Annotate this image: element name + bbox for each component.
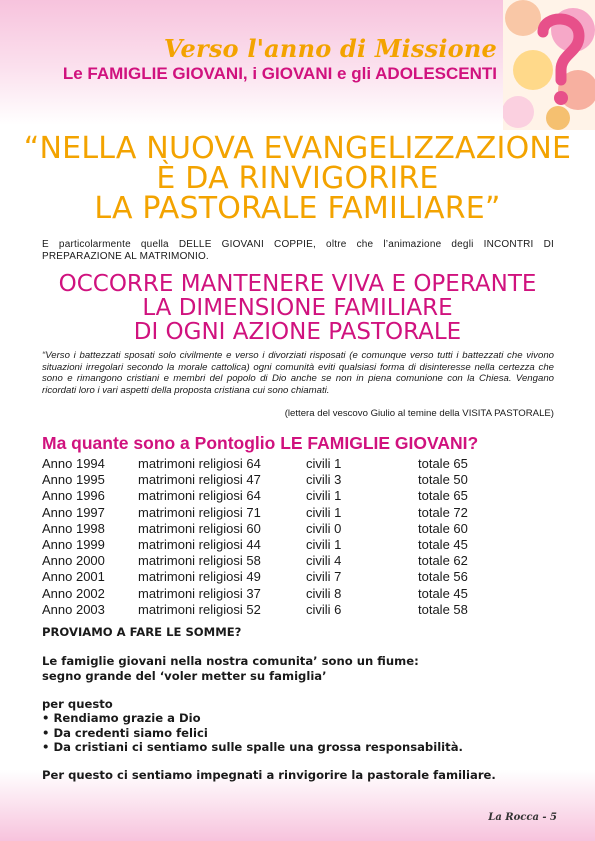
- stats-year: Anno 2000: [42, 553, 105, 569]
- main-headline: [0, 131, 595, 226]
- stats-year: Anno 1998: [42, 520, 105, 536]
- stats-row: [42, 488, 502, 504]
- page-footer: La Rocca - 5: [488, 812, 557, 823]
- somme-heading: PROVIAMO A FARE LE SOMME?: [42, 625, 242, 639]
- stats-total: totale 72: [418, 504, 468, 520]
- stats-total: totale 58: [418, 601, 468, 617]
- stats-religious: matrimoni religiosi 44: [138, 536, 261, 552]
- stats-civil: civili 7: [306, 569, 342, 585]
- stats-row: [42, 505, 502, 521]
- stats-religious: matrimoni religiosi 47: [138, 472, 261, 488]
- bullet-item: • Da cristiani ci sentiamo sulle spalle una grossa responsabilità.: [42, 740, 463, 755]
- stats-total: totale 65: [418, 488, 468, 504]
- stats-row: [42, 586, 502, 602]
- fiume-paragraph: [42, 654, 419, 683]
- stats-religious: matrimoni religiosi 71: [138, 504, 261, 520]
- stats-civil: civili 6: [306, 601, 342, 617]
- stats-total: totale 56: [418, 569, 468, 585]
- stats-year: Anno 2003: [42, 601, 105, 617]
- headline-line: LA PASTORALE FAMILIARE”: [94, 191, 501, 226]
- bullet-item: • Rendiamo grazie a Dio: [42, 711, 201, 725]
- stats-religious: matrimoni religiosi 52: [138, 601, 261, 617]
- stats-row: [42, 537, 502, 553]
- stats-civil: civili 0: [306, 520, 342, 536]
- stats-row: [42, 569, 502, 585]
- stats-year: Anno 2001: [42, 569, 105, 585]
- stats-religious: matrimoni religiosi 64: [138, 488, 261, 504]
- stats-year: Anno 2002: [42, 585, 105, 601]
- stats-total: totale 62: [418, 553, 468, 569]
- intro-paragraph: E particolarmente quella DELLE GIOVANI COPPIE, oltre che l’animazione degli INCONTRI DI PREPARAZIONE AL MATRIMONIO.: [42, 239, 554, 262]
- headline2-line: OCCORRE MANTENERE VIVA E OPERANTE: [58, 271, 537, 297]
- stats-row: [42, 553, 502, 569]
- stats-total: totale 45: [418, 536, 468, 552]
- stats-row: [42, 602, 502, 618]
- stats-civil: civili 1: [306, 488, 342, 504]
- question-title: Ma quante sono a Pontoglio LE FAMIGLIE GIOVANI?: [42, 433, 479, 453]
- bishop-quote: “Verso i battezzati sposati solo civilmente e verso i divorziati risposati (e comunque verso tutti i battezzati che vivono situazioni irregolari secondo la morale cattolica) ogni comunità eviti qualsiasi forma di disinteresse nella certezza che sono e rimangono cristiani e membri del popolo di Dio anche se non in piena comunione con la Chiesa. Vengano ricordati loro i vari aspetti della proposta cristiana cui sono chiamati.: [42, 350, 554, 396]
- headline-line: “NELLA NUOVA EVANGELIZZAZIONE: [23, 131, 572, 166]
- secondary-headline: [0, 272, 595, 344]
- stats-year: Anno 1995: [42, 472, 105, 488]
- stats-year: Anno 1997: [42, 504, 105, 520]
- stats-civil: civili 4: [306, 553, 342, 569]
- stats-religious: matrimoni religiosi 60: [138, 520, 261, 536]
- question-mark-collage-icon: [503, 0, 595, 130]
- bullet-list: [42, 711, 463, 755]
- headline2-line: LA DIMENSIONE FAMILIARE: [142, 295, 453, 321]
- stats-year: Anno 1994: [42, 456, 105, 471]
- stats-civil: civili 8: [306, 585, 342, 601]
- marriage-stats-table: [42, 456, 502, 618]
- per-questo-label: per questo: [42, 697, 113, 711]
- stats-civil: civili 1: [306, 504, 342, 520]
- stats-civil: civili 3: [306, 472, 342, 488]
- stats-total: totale 60: [418, 520, 468, 536]
- stats-religious: matrimoni religiosi 37: [138, 585, 261, 601]
- stats-total: totale 50: [418, 472, 468, 488]
- stats-religious: matrimoni religiosi 64: [138, 456, 261, 471]
- bullet-item: • Da credenti siamo felici: [42, 725, 208, 740]
- section-subhead: Le FAMIGLIE GIOVANI, i GIOVANI e gli ADOLESCENTI: [62, 64, 497, 83]
- closing-statement: Per questo ci sentiamo impegnati a rinvigorire la pastorale familiare.: [42, 768, 496, 782]
- stats-civil: civili 1: [306, 536, 342, 552]
- fiume-line: segno grande del ‘voler metter su famiglia’: [42, 668, 327, 683]
- stats-row: [42, 456, 502, 472]
- stats-religious: matrimoni religiosi 49: [138, 569, 261, 585]
- section-kicker: Verso l'anno di Missione: [163, 34, 497, 63]
- stats-row: [42, 521, 502, 537]
- stats-total: totale 65: [418, 456, 468, 471]
- stats-religious: matrimoni religiosi 58: [138, 553, 261, 569]
- stats-total: totale 45: [418, 585, 468, 601]
- stats-civil: civili 1: [306, 456, 342, 471]
- stats-year: Anno 1996: [42, 488, 105, 504]
- fiume-line: Le famiglie giovani nella nostra comunita’ sono un fiume:: [42, 654, 419, 668]
- stats-year: Anno 1999: [42, 536, 105, 552]
- headline2-line: DI OGNI AZIONE PASTORALE: [133, 319, 462, 345]
- headline-line: È DA RINVIGORIRE: [156, 161, 439, 196]
- stats-row: [42, 472, 502, 488]
- quote-attribution: (lettera del vescovo Giulio al temine della VISITA PASTORALE): [284, 408, 554, 419]
